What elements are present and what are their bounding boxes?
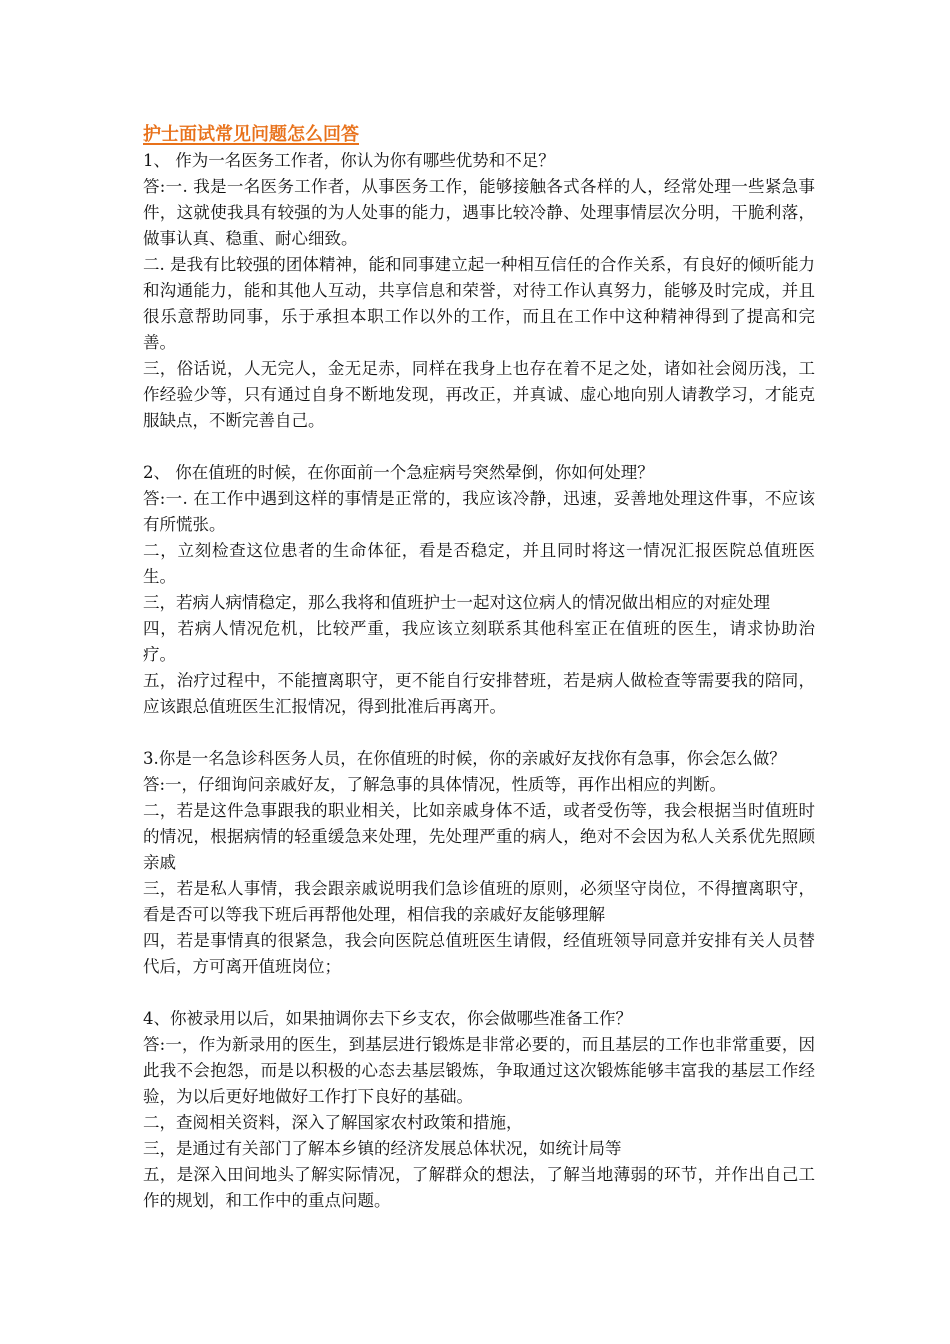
answer-2-2: 二，立刻检查这位患者的生命体征，看是否稳定，并且同时将这一情况汇报医院总值班医生。 bbox=[143, 541, 815, 586]
answer-3-3: 三，若是私人事情，我会跟亲戚说明我们急诊值班的原则，必须坚守岗位，不得擅离职守，看是否可以等我下班后再帮他处理，相信我的亲戚好友能够理解 bbox=[143, 879, 815, 924]
document-body bbox=[143, 122, 815, 1214]
section-gap bbox=[143, 980, 815, 1006]
question-2: 2、 你在值班的时候，在你面前一个急症病号突然晕倒，你如何处理？ bbox=[143, 463, 654, 482]
section-gap bbox=[143, 720, 815, 746]
answer-4-3: 三，是通过有关部门了解本乡镇的经济发展总体状况，如统计局等 bbox=[143, 1139, 622, 1158]
qa-section-4 bbox=[143, 1006, 815, 1214]
answer-1-2: 二. 是我有比较强的团体精神，能和同事建立起一种相互信任的合作关系，有良好的倾听能力和沟通能力，能和其他人互动，共享信息和荣誉，对待工作认真努力，能够及时完成，并且很乐意帮助同事，乐于承担本职工作以外的工作，而且在工作中这种精神得到了提高和完善。 bbox=[143, 255, 815, 352]
qa-section-2 bbox=[143, 460, 815, 720]
answer-1-3: 三，俗话说，人无完人，金无足赤，同样在我身上也存在着不足之处，诸如社会阅历浅，工作经验少等，只有通过自身不断地发现，再改正，并真诚、虚心地向别人请教学习，才能克服缺点，不断完善自己。 bbox=[143, 359, 815, 430]
answer-2-4: 四，若病人情况危机，比较严重，我应该立刻联系其他科室正在值班的医生，请求协助治疗。 bbox=[143, 619, 815, 664]
answer-3-4: 四，若是事情真的很紧急，我会向医院总值班医生请假，经值班领导同意并安排有关人员替代后，方可离开值班岗位； bbox=[143, 931, 815, 976]
qa-section-3 bbox=[143, 746, 815, 980]
answer-3-1: 答:一，仔细询问亲戚好友，了解急事的具体情况，性质等，再作出相应的判断。 bbox=[143, 775, 727, 794]
answer-4-4: 五，是深入田间地头了解实际情况，了解群众的想法，了解当地薄弱的环节，并作出自己工作的规划，和工作中的重点问题。 bbox=[143, 1165, 815, 1210]
answer-2-5: 五，治疗过程中，不能擅离职守，更不能自行安排替班，若是病人做检查等需要我的陪同，应该跟总值班医生汇报情况，得到批准后再离开。 bbox=[143, 671, 815, 716]
question-4: 4、你被录用以后，如果抽调你去下乡支农，你会做哪些准备工作？ bbox=[143, 1009, 632, 1028]
section-gap bbox=[143, 434, 815, 460]
document-title: 护士面试常见问题怎么回答 bbox=[143, 124, 359, 145]
question-1: 1、 作为一名医务工作者，你认为你有哪些优势和不足？ bbox=[143, 151, 555, 170]
question-3: 3.你是一名急诊科医务人员，在你值班的时候，你的亲戚好友找你有急事，你会怎么做？ bbox=[143, 749, 786, 768]
answer-1-1: 答:一. 我是一名医务工作者，从事医务工作，能够接触各式各样的人，经常处理一些紧急事件，这就使我具有较强的为人处事的能力，遇事比较冷静、处理事情层次分明，干脆利落，做事认真、稳重、耐心细致。 bbox=[143, 177, 815, 248]
answer-2-3: 三，若病人病情稳定，那么我将和值班护士一起对这位病人的情况做出相应的对症处理 bbox=[143, 593, 770, 612]
answer-2-1: 答:一. 在工作中遇到这样的事情是正常的，我应该冷静，迅速，妥善地处理这件事，不应该有所慌张。 bbox=[143, 489, 815, 534]
answer-4-1: 答:一，作为新录用的医生，到基层进行锻炼是非常必要的，而且基层的工作也非常重要，因此我不会抱怨，而是以积极的心态去基层锻炼，争取通过这次锻炼能够丰富我的基层工作经验，为以后更好地做好工作打下良好的基础。 bbox=[143, 1035, 815, 1106]
answer-4-2: 二，查阅相关资料，深入了解国家农村政策和措施， bbox=[143, 1113, 523, 1132]
answer-3-2: 二，若是这件急事跟我的职业相关，比如亲戚身体不适，或者受伤等，我会根据当时值班时的情况，根据病情的轻重缓急来处理，先处理严重的病人，绝对不会因为私人关系优先照顾亲戚 bbox=[143, 801, 815, 872]
qa-section-1 bbox=[143, 148, 815, 434]
